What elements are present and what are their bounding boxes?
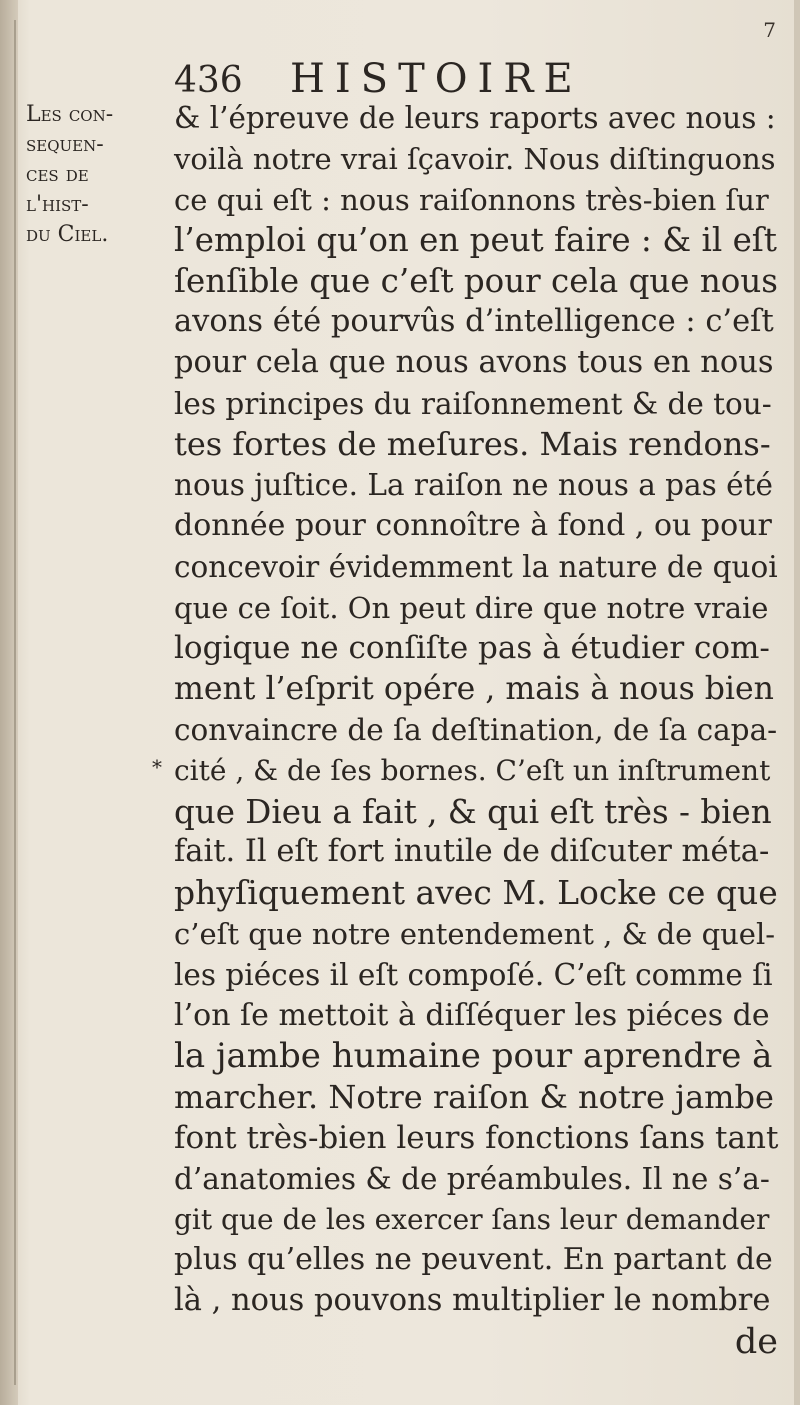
margin-note-line: du Ciel.	[26, 222, 109, 247]
text-line: la jambe humaine pour aprendre à	[174, 1036, 773, 1077]
margin-note	[26, 100, 176, 250]
running-title: HISTOIRE	[290, 56, 583, 102]
text-line: voilà notre vrai ſçavoir. Nous diſtinguons	[174, 141, 776, 176]
text-line: ment l’eſprit opére , mais à nous bien	[174, 671, 774, 708]
text-line: phyſiquement avec M. Locke ce que	[174, 873, 778, 913]
text-line: que Dieu a fait , & qui eſt très - bien	[174, 792, 772, 831]
text-line: logique ne conſiſte pas à étudier com-	[174, 630, 770, 667]
text-line: que ce ſoit. On peut dire que notre vraie	[174, 590, 769, 625]
text-line: marcher. Notre raiſon & notre jambe	[174, 1078, 774, 1117]
margin-note-line: Les con-	[26, 102, 114, 127]
text-line: plus qu’elles ne peuvent. En partant de	[174, 1242, 773, 1278]
text-line: cité , & de ſes bornes. C’eſt un inſtrument	[174, 753, 771, 787]
binding-line	[14, 20, 16, 1385]
text-line: nous juſtice. La raiſon ne nous a pas été	[174, 468, 773, 503]
text-line: pour cela que nous avons tous en nous	[174, 344, 774, 380]
text-line: les piéces il eſt compoſé. C’eſt comme ſi	[174, 957, 773, 992]
text-line: d’anatomies & de préambules. Il ne s’a-	[174, 1161, 770, 1196]
text-line: les principes du raiſonnement & de tou-	[174, 386, 772, 421]
text-line: tes fortes de meſures. Mais rendons-	[174, 425, 771, 464]
catchword: de	[734, 1321, 778, 1362]
text-line: c’eſt que notre entendement , & de quel-	[174, 916, 776, 951]
text-line: git que de les exercer ſans leur demander	[174, 1202, 770, 1236]
text-line: concevoir évidemment la nature de quoi	[174, 549, 778, 584]
text-line: convaincre de ſa deſtination, de ſa capa-	[174, 712, 778, 747]
text-line: l’emploi qu’on en peut faire : & il eſt	[174, 221, 777, 260]
corner-mark: 7	[763, 18, 776, 42]
page-number: 436	[174, 60, 243, 101]
text-line: l’on ſe mettoit à diſſéquer les piéces de	[174, 997, 770, 1033]
page-edge	[794, 0, 800, 1405]
text-line: avons été pourvûs d’intelligence : c’eſt	[174, 303, 774, 339]
text-line: & l’épreuve de leurs raports avec nous :	[174, 101, 776, 135]
text-line: fait. Il eſt fort inutile de diſcuter méta-	[174, 834, 770, 870]
margin-note-line: sequen-	[26, 132, 104, 157]
text-line: ce qui eſt : nous raiſonnons très-bien ſur	[174, 182, 769, 217]
text-line: donnée pour connoître à fond , ou pour	[174, 507, 772, 543]
text-line: ſenſible que c’eſt pour cela que nous	[174, 262, 778, 301]
page-binding	[0, 0, 18, 1405]
text-line: là , nous pouvons multiplier le nombre	[174, 1283, 771, 1319]
margin-note-line: l'hist-	[26, 192, 89, 217]
margin-note-line: ces de	[26, 162, 89, 187]
margin-mark: *	[152, 755, 162, 779]
body-text	[174, 98, 778, 1363]
text-line: font très-bien leurs fonctions ſans tant	[174, 1119, 779, 1156]
